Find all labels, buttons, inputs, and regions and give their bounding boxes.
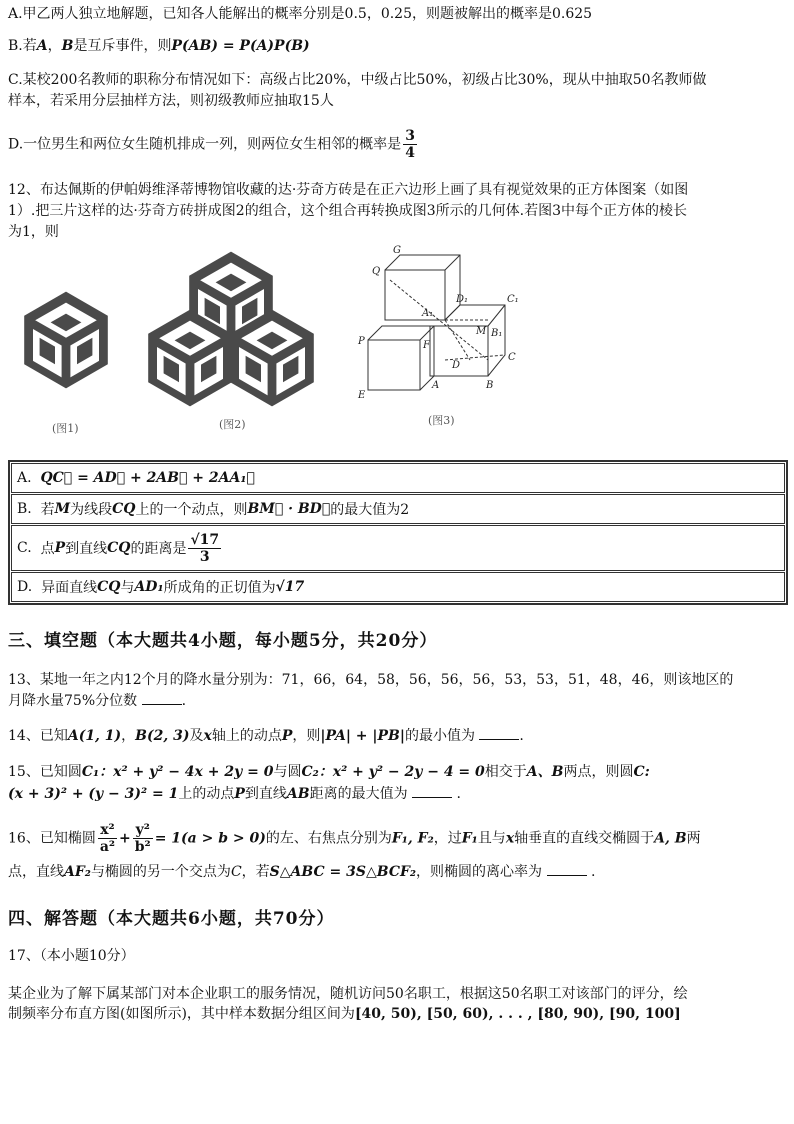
label-a1: A₁ bbox=[422, 308, 434, 319]
q17-line1: 某企业为了解下属某部门对本企业职工的服务情况，随机访问50名职工，根据这50名职工对该部门的评分，绘 bbox=[8, 986, 688, 1002]
label-c: C bbox=[508, 352, 516, 363]
label-q: Q bbox=[372, 266, 381, 277]
q12-option-d: D. 异面直线 CQ 与 AD₁ 所成角的正切值为 √17 bbox=[11, 572, 785, 602]
fig3-caption: (图3) bbox=[428, 414, 455, 427]
label-f: F bbox=[423, 340, 430, 351]
q11-option-a: A.甲乙两人独立地解题，已知各人能解出的概率分别是0.5，0.25，则题被解出的概率是0.625 bbox=[8, 6, 593, 22]
fig3-geometry bbox=[368, 255, 505, 390]
q12-option-b: B. 若 M 为线段 CQ 上的一个动点，则 BM⃗ · BD⃗ 的最大值为2 bbox=[11, 494, 785, 524]
q12-options-table bbox=[8, 460, 788, 605]
q17-head: 17、（本小题10分） bbox=[8, 948, 135, 964]
q12-line3: 为1，则 bbox=[8, 224, 59, 240]
label-c1: C₁ bbox=[507, 294, 519, 305]
answer-blank[interactable] bbox=[479, 727, 519, 740]
answer-blank[interactable] bbox=[142, 692, 182, 705]
q13-line1: 13、某地一年之内12个月的降水量分别为：71，66，64，58，56，56，56，53，53，51，48，46，则该地区的 bbox=[8, 672, 734, 688]
section4-heading: 四、解答题（本大题共6小题，共70分） bbox=[8, 909, 335, 929]
fig1-tile bbox=[24, 292, 108, 389]
q11-option-d: D.一位男生和两位女生随机排成一列，则两位女生相邻的概率是 $\frac{3}{4}$ bbox=[8, 128, 415, 161]
q12-line2: 1）.把三片这样的达·芬奇方砖拼成图2的组合，这个组合再转换成图3所示的几何体.若图3中每个正方体的棱长 bbox=[8, 203, 687, 219]
label-m: M bbox=[476, 326, 487, 337]
q12-option-c: C. 点 P 到直线 CQ 的距离是 $\frac{√17}{3}$ bbox=[11, 525, 785, 571]
fig1-caption: (图1) bbox=[52, 422, 79, 435]
answer-blank[interactable] bbox=[547, 863, 587, 876]
q12-figures bbox=[0, 240, 794, 440]
section3-heading: 三、填空题（本大题共4小题，每小题5分，共20分） bbox=[8, 631, 438, 651]
q14: 14、已知A(1, 1)，B(2, 3)及x轴上的动点P，则|PA| + |PB|的最小值为 . bbox=[8, 728, 524, 744]
q15-line2: (x + 3)² + (y − 3)² = 1上的动点P到直线AB距离的最大值为 . bbox=[8, 786, 461, 802]
q15-line1: 15、已知圆C₁：x² + y² − 4x + 2y = 0与圆C₂：x² + y² − 2y − 4 = 0相交于A、B两点，则圆C: bbox=[8, 764, 650, 780]
label-b: B bbox=[486, 380, 494, 391]
fig2-caption: (图2) bbox=[219, 418, 246, 431]
label-d1: D₁ bbox=[456, 294, 469, 305]
fraction: $\frac{3}{4}$ bbox=[405, 128, 415, 161]
q11-option-c-line2: 样本，若采用分层抽样方法，则初级教师应抽取15人 bbox=[8, 93, 334, 109]
q16-line1: 16、已知椭圆 $\frac{\text{x²}}{\text{a²}}$ + $\frac{\text{y²}}{\text{b²}}$ = 1(a > b > 0)的左、右焦点分别为F₁, F₂，过F₁且与x轴垂直的直线交椭圆于A, B两 bbox=[8, 822, 701, 855]
q12-line1: 12、布达佩斯的伊帕姆维泽蒂博物馆收藏的达·芬奇方砖是在正六边形上画了具有视觉效果的正方体图案（如图 bbox=[8, 182, 689, 198]
q12-option-a: A. QC⃗ = AD⃗ + 2AB⃗ + 2AA₁⃗ bbox=[11, 463, 785, 493]
answer-blank[interactable] bbox=[412, 785, 452, 798]
q13-line2: 月降水量75%分位数 . bbox=[8, 693, 187, 709]
label-e: E bbox=[358, 390, 366, 401]
label-b1: B₁ bbox=[491, 328, 503, 339]
label-a: A bbox=[432, 380, 440, 391]
fraction: $\frac{√17}{3}$ bbox=[190, 531, 220, 565]
label-p: P bbox=[358, 336, 365, 347]
q11-option-b: B.若A，B是互斥事件，则P(AB) = P(A)P(B) bbox=[8, 38, 310, 54]
q11-option-c-line1: C.某校200名教师的职称分布情况如下：高级占比20%，中级占比50%，初级占比30%，现从中抽取50名教师做 bbox=[8, 72, 707, 88]
q16-line2: 点，直线AF₂与椭圆的另一个交点为C，若S△ABC = 3S△BCF₂，则椭圆的离心率为 . bbox=[8, 864, 596, 880]
q17-line2: 制频率分布直方图(如图所示)，其中样本数据分组区间为[40, 50), [50, 60), . . . , [80, 90), [90, 100] bbox=[8, 1006, 681, 1022]
label-d: D bbox=[452, 360, 461, 371]
label-g: G bbox=[393, 245, 401, 256]
fig3-labels bbox=[357, 245, 519, 401]
